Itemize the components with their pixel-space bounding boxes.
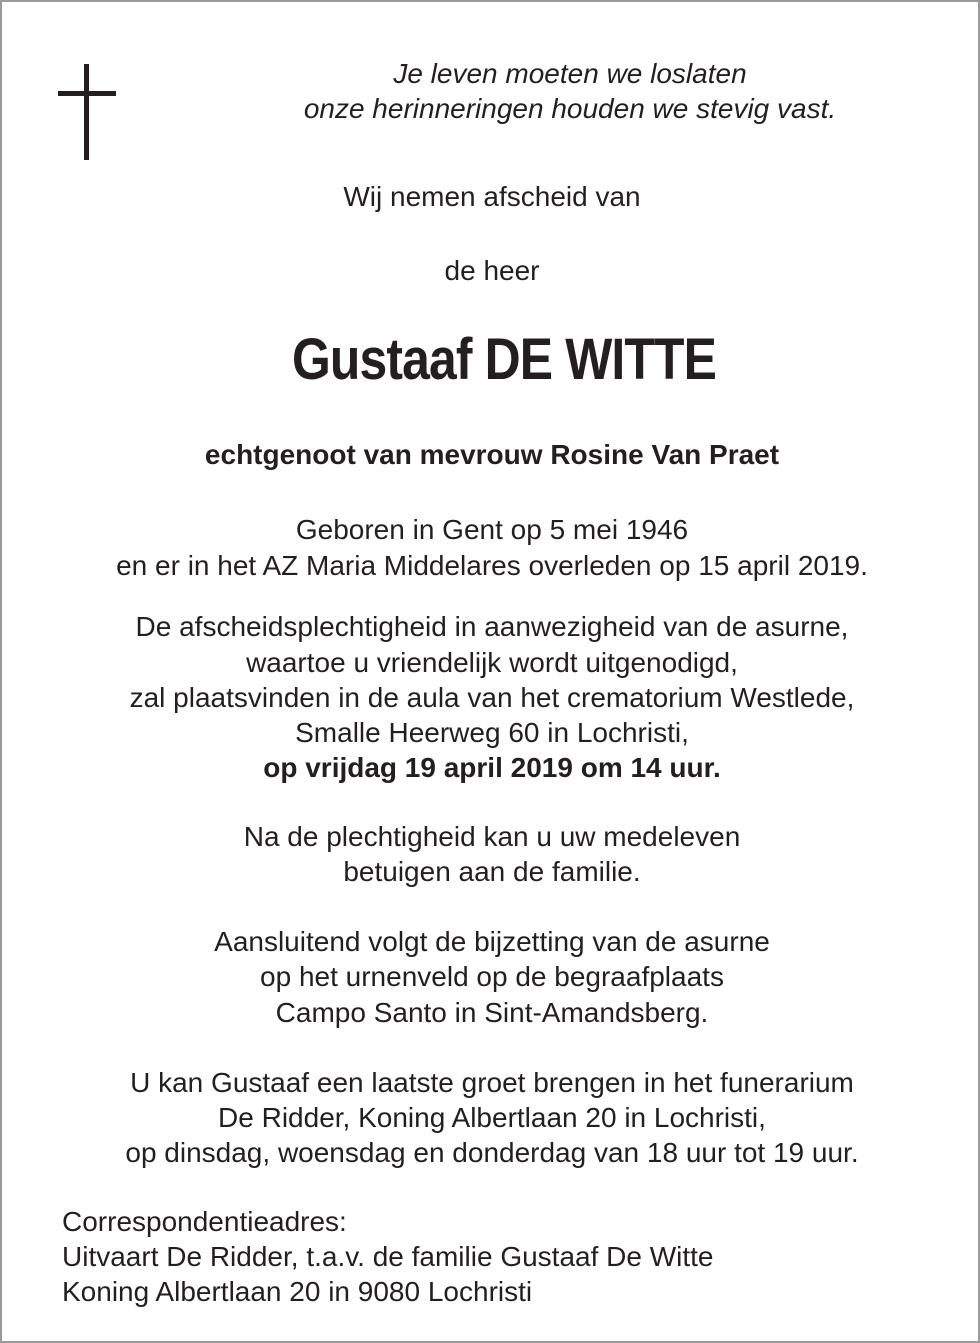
interment-line-2: op het urnenveld op de begraafplaats (260, 961, 724, 992)
quote-line-1: Je leven moeten we loslaten (393, 58, 747, 89)
condolences-line-1: Na de plechtigheid kan u uw medeleven (243, 821, 741, 852)
honorific: de heer (444, 255, 540, 286)
deceased-name: Gustaaf DE WITTE (291, 327, 717, 392)
ceremony-line-2: waartoe u vriendelijk wordt uitgenodigd, (246, 647, 738, 678)
correspondence-address: Koning Albertlaan 20 in 9080 Lochristi (62, 1276, 533, 1307)
interment-line-1: Aansluitend volgt de bijzetting van de asurne (214, 926, 770, 957)
visitation-line-3: op dinsdag, woensdag en donderdag van 18 uur tot 19 uur. (125, 1137, 859, 1168)
condolences-line-2: betuigen aan de familie. (343, 856, 641, 887)
intro-text: Wij nemen afscheid van (343, 181, 641, 212)
visitation-line-2: De Ridder, Koning Albertlaan 20 in Lochristi, (218, 1102, 766, 1133)
ceremony-line-1: De afscheidsplechtigheid in aanwezigheid van de asurne, (135, 611, 849, 642)
spouse-line: echtgenoot van mevrouw Rosine Van Praet (204, 439, 780, 470)
birth-line: Geboren in Gent op 5 mei 1946 (295, 514, 689, 545)
ceremony-line-3: zal plaatsvinden in de aula van het crematorium Westlede, (129, 682, 855, 713)
interment-line-3: Campo Santo in Sint-Amandsberg. (275, 997, 709, 1028)
death-line: en er in het AZ Maria Middelares overleden op 15 april 2019. (116, 550, 868, 581)
correspondence-recipient: Uitvaart De Ridder, t.a.v. de familie Gustaaf De Witte (62, 1241, 714, 1272)
visitation-line-1: U kan Gustaaf een laatste groet brengen in het funerarium (130, 1067, 854, 1098)
ceremony-line-4: Smalle Heerweg 60 in Lochristi, (295, 717, 689, 748)
quote-line-2: onze herinneringen houden we stevig vast. (303, 93, 837, 124)
ceremony-date: op vrijdag 19 april 2019 om 14 uur. (263, 752, 721, 783)
correspondence-label: Correspondentieadres: (62, 1206, 347, 1237)
correspondence-block (62, 1204, 714, 1309)
